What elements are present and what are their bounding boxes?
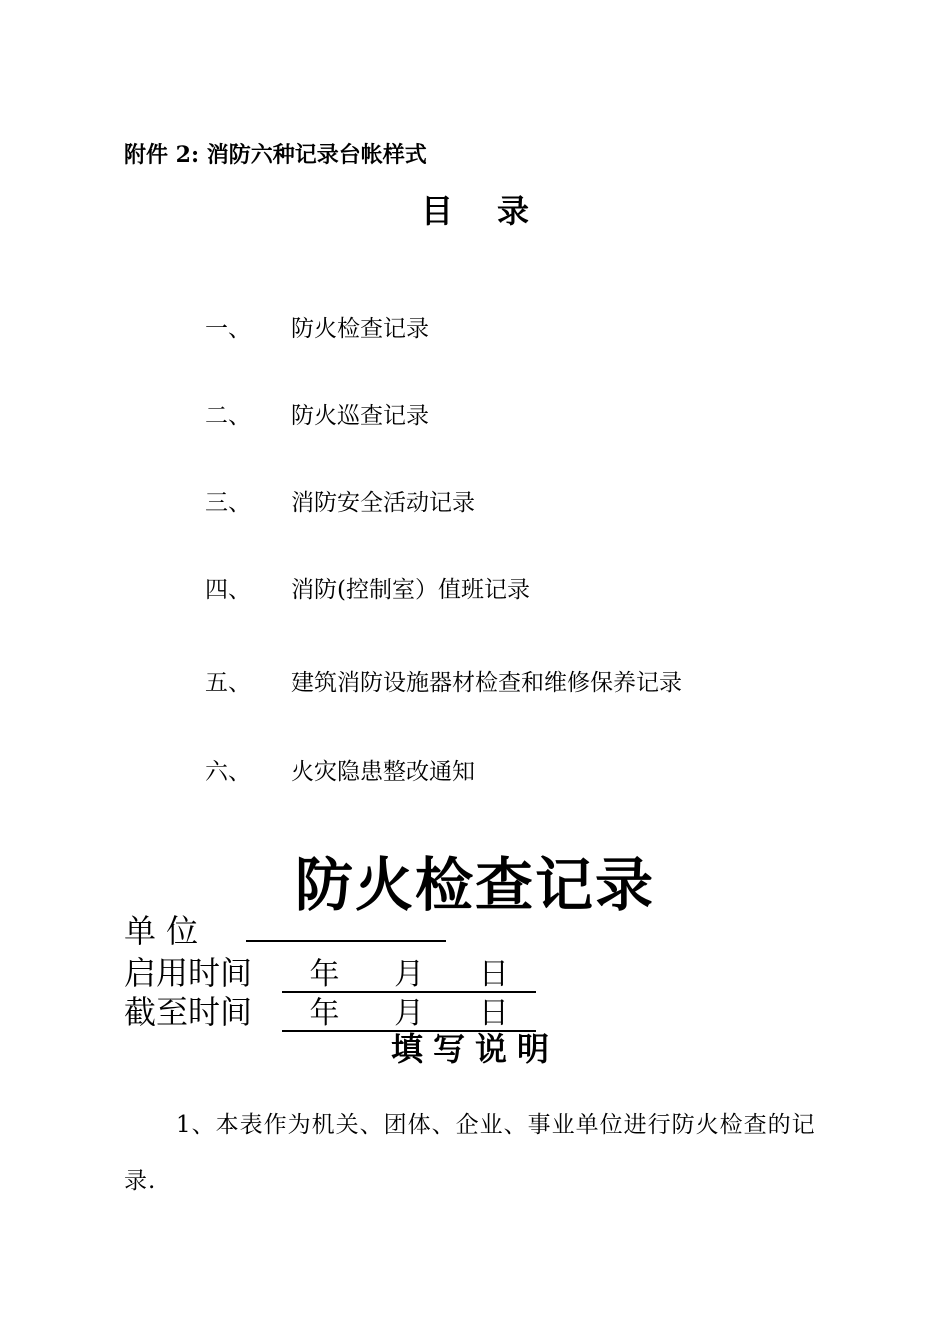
toc-item-number: 六、 <box>205 759 251 785</box>
instructions-paragraph: 1、本表作为机关、团体、企业、事业单位进行防火检查的记录. <box>124 1112 816 1194</box>
unit-label: 单 位 <box>124 912 199 950</box>
toc-item <box>205 664 682 697</box>
year-label: 年 <box>309 996 340 1031</box>
start-date-label: 启用时间 <box>124 954 253 992</box>
instructions-title: 填写说明 <box>390 1030 559 1068</box>
toc-item <box>205 310 429 343</box>
toc-item <box>205 571 530 604</box>
toc-item-label: 建筑消防设施器材检查和维修保养记录 <box>291 670 682 696</box>
year-label: 年 <box>309 957 340 992</box>
toc-item-label: 防火巡查记录 <box>291 403 429 429</box>
toc-title: 目录 <box>420 192 573 230</box>
toc-item-number: 四、 <box>205 577 251 603</box>
toc-item-number: 三、 <box>205 490 251 516</box>
unit-field <box>124 906 446 952</box>
toc-item <box>205 484 475 517</box>
month-label: 月 <box>394 957 425 992</box>
unit-input-line[interactable] <box>246 908 446 942</box>
toc-item-label: 防火检查记录 <box>291 316 429 342</box>
toc-item-label: 消防(控制室）值班记录 <box>291 577 530 603</box>
day-label: 日 <box>478 957 509 992</box>
attachment-heading: 附件 2: 消防六种记录台帐样式 <box>124 142 427 168</box>
toc-item-number: 五、 <box>205 670 251 696</box>
toc-item-label: 消防安全活动记录 <box>291 490 475 516</box>
toc-item-number: 二、 <box>205 403 251 429</box>
toc-item-label: 火灾隐患整改通知 <box>291 759 475 785</box>
toc-item <box>205 753 475 786</box>
toc-item-number: 一、 <box>205 316 251 342</box>
day-label: 日 <box>478 996 509 1031</box>
end-date-label: 截至时间 <box>124 993 253 1031</box>
toc-item <box>205 397 429 430</box>
month-label: 月 <box>394 996 425 1031</box>
record-title: 防火检查记录 <box>294 851 655 919</box>
